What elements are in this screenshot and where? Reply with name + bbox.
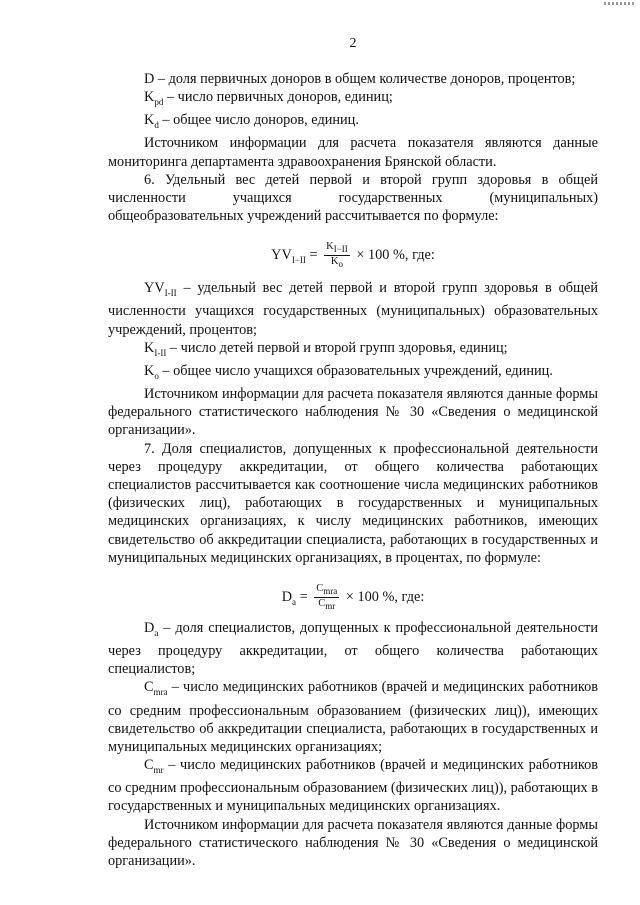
- item-7-def-da: $D_a$ – доля специалистов, допущенных к профессиональной деятельности через процедуру аккредитации, от общего количества работающих специалистов;: [108, 619, 598, 678]
- fraction: $\frac{K_{I-II}}{K_o}$: [326, 241, 348, 270]
- definition-kd: $K_d$ – общее число доноров, единиц.: [144, 112, 359, 131]
- item-6-def-k12: $K_{I-II}$ – число детей первой и второй групп здоровья, единиц;: [144, 339, 508, 358]
- item-7-def-cmr: $C_{mr}$ – число медицинских работников (врачей и медицинских работников со средним профессиональным образованием (физических лиц)), работающих в государственных и муниципальных медицинских организациях.: [108, 757, 598, 815]
- item-6-def-yv: $YV_{I-II}$ – удельный вес детей первой и второй групп здоровья в общей численности учащихся государственных (муниципальных) образовательных учреждений, процентов;: [108, 280, 598, 338]
- item-6-def-ko: $K_o$ – общее число учащихся образовательных учреждений, единиц.: [144, 362, 553, 381]
- source-paragraph-3: Источником информации для расчета показателя являются данные формы федерального статистического наблюдения № 30 «Сведения о медицинской организации».: [108, 816, 598, 869]
- page-number: 2: [349, 36, 357, 51]
- formula-da: $D_a$ = $\frac{C_{mra}}{C_{mr}}$ × 100 %, где:: [281, 582, 425, 612]
- item-7-intro: 7. Доля специалистов, допущенных к профессиональной деятельности через процедуру аккредитации, от общего количества работающих специалистов рассчитывается как соотношение числа медицинских работников (физических лиц), работающих в государственных и муниципальных медицинских организациях, к числу медицинских работников, имеющих свидетельство об аккредитации специалиста, работающих в государственных и муниципальных медицинских организациях, в процентах, по формуле:: [108, 440, 598, 566]
- source-paragraph-2: Источником информации для расчета показателя являются данные формы федерального статистического наблюдения № 30 «Сведения о медицинской организации».: [108, 385, 598, 439]
- definition-kpd: $K_{pd}$ – число первичных доноров, единиц;: [144, 89, 393, 108]
- item-7-def-cmra: $C_{mra}$ – число медицинских работников (врачей и медицинских работников со средним профессиональным образованием (физических лиц)), имеющих свидетельство об аккредитации специалиста, работающих в государственных и муниципальных медицинских организациях;: [108, 679, 598, 755]
- definition-d: D – доля первичных доноров в общем количестве доноров, процентов;: [144, 71, 576, 87]
- scan-corner-mark: [604, 2, 634, 5]
- formula-yv: $YV_{I-II}$ = $\frac{K_{I-II}}{K_o}$ × 100 %, где:: [271, 241, 435, 270]
- item-6-intro: 6. Удельный вес детей первой и второй групп здоровья в общей численности учащихся государственных (муниципальных) общеобразовательных учреждений рассчитывается по формуле:: [108, 171, 598, 225]
- document-body: [108, 70, 598, 870]
- fraction: $\frac{C_{mra}}{C_{mr}}$: [316, 582, 338, 612]
- source-paragraph-1: Источником информации для расчета показателя являются данные мониторинга департамента здравоохранения Брянской области.: [108, 135, 598, 170]
